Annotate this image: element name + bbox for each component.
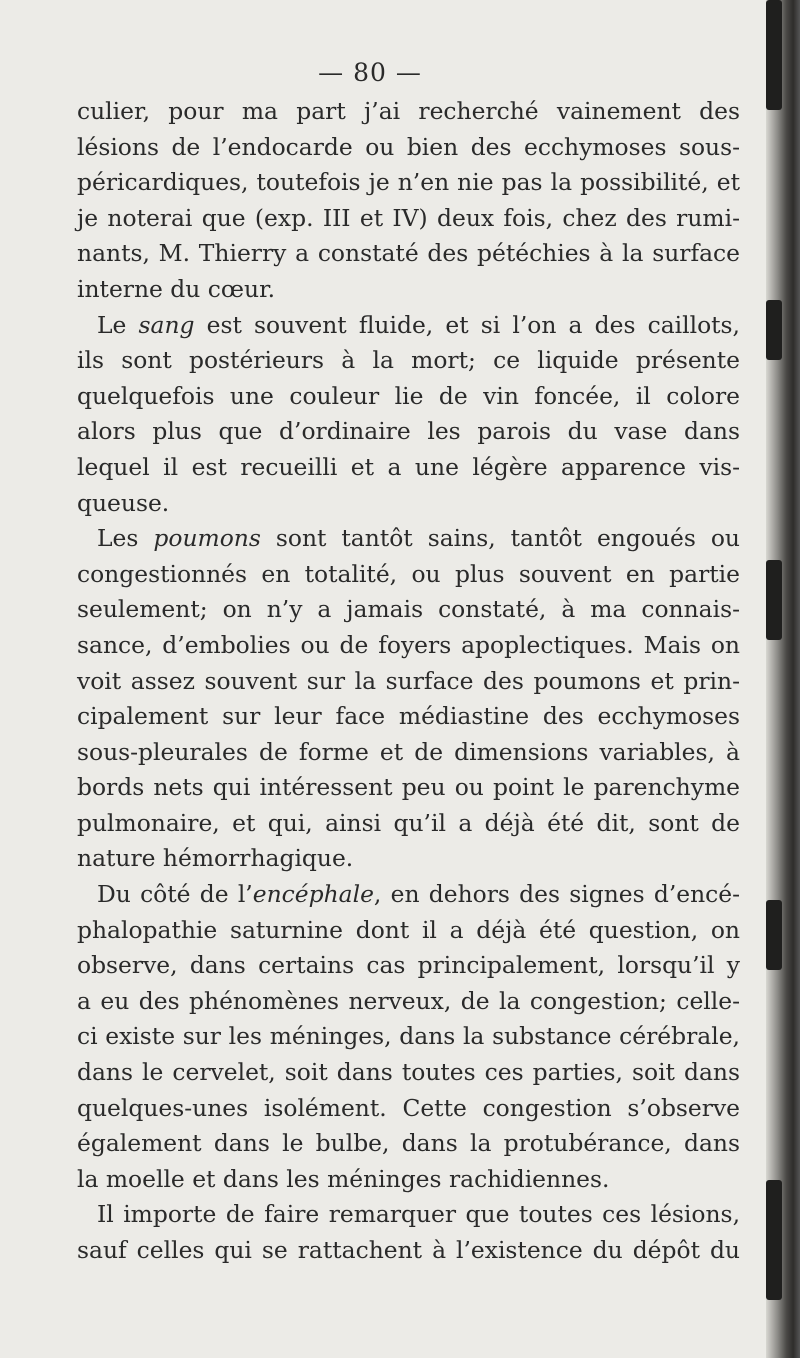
text-line: Les poumons sont tantôt sains, tantôt engoués ou: [97, 524, 740, 553]
text-line: seulement; on n’y a jamais constaté, à ma connais-: [77, 595, 740, 624]
text-line: sauf celles qui se rattachent à l’existence du dépôt du: [77, 1236, 740, 1264]
text-line: la moelle et dans les méninges rachidiennes.: [77, 1164, 610, 1193]
text-line: Le sang est souvent fluide, et si l’on a des caillots,: [97, 310, 740, 339]
text-line: alors plus que d’ordinaire les parois du vase dans: [77, 417, 740, 446]
text-line: lésions de l’endocarde ou bien des ecchymoses sous-: [77, 132, 740, 161]
text-line: lequel il est recueilli et a une légère apparence vis-: [77, 452, 740, 481]
text-line: a eu des phénomènes nerveux, de la congestion; celle-: [77, 986, 740, 1015]
text-line: également dans le bulbe, dans la protubérance, dans: [77, 1129, 740, 1158]
page-number: — 80 —: [318, 58, 422, 87]
text-line: ils sont postérieurs à la mort; ce liquide présente: [77, 346, 740, 375]
text-line: nants, M. Thierry a constaté des pétéchies à la surface: [77, 239, 740, 268]
text-line: quelquefois une couleur lie de vin foncée, il colore: [77, 381, 740, 410]
text-line: sous-pleurales de forme et de dimensions variables, à: [77, 737, 740, 766]
italic-term: poumons: [153, 524, 261, 553]
text-line: observe, dans certains cas principalement, lorsqu’il y: [77, 951, 740, 980]
text-line: Du côté de l’encéphale, en dehors des signes d’encé-: [97, 880, 741, 909]
text-line: voit assez souvent sur la surface des poumons et prin-: [77, 666, 740, 695]
text-line: sance, d’embolies ou de foyers apoplectiques. Mais on: [77, 630, 740, 659]
text-line: dans le cervelet, soit dans toutes ces parties, soit dans: [77, 1058, 740, 1087]
binding-shadow: [766, 1180, 782, 1300]
text-line: phalopathie saturnine dont il a déjà été question, on: [77, 915, 740, 944]
text-line: interne du cœur.: [77, 274, 276, 303]
text-line: nature hémorrhagique.: [77, 844, 354, 873]
binding-shadow: [766, 560, 782, 640]
text-line: quelques-unes isolément. Cette congestion s’observe: [77, 1093, 740, 1122]
text-line: congestionnés en totalité, ou plus souvent en partie: [77, 559, 740, 588]
text-line: queuse.: [77, 488, 170, 517]
text-line: Il importe de faire remarquer que toutes ces lésions,: [97, 1200, 740, 1229]
text-line: culier, pour ma part j’ai recherché vainement des: [77, 97, 740, 125]
page-binding-edge: [766, 0, 800, 1358]
text-line: je noterai que (exp. III et IV) deux fois, chez des rumi-: [77, 203, 740, 232]
text-line: bords nets qui intéressent peu ou point le parenchyme: [77, 773, 740, 802]
binding-shadow: [766, 0, 782, 110]
italic-term: sang: [138, 310, 195, 339]
italic-term: encéphale: [252, 880, 374, 909]
text-line: ci existe sur les méninges, dans la substance cérébrale,: [77, 1022, 740, 1051]
binding-shadow: [766, 300, 782, 360]
binding-shadow: [766, 900, 782, 970]
body-text: [77, 94, 740, 1269]
text-line: pulmonaire, et qui, ainsi qu’il a déjà été dit, sont de: [77, 808, 740, 837]
text-line: péricardiques, toutefois je n’en nie pas la possibilité, et: [77, 168, 740, 197]
text-line: cipalement sur leur face médiastine des ecchymoses: [77, 702, 740, 731]
